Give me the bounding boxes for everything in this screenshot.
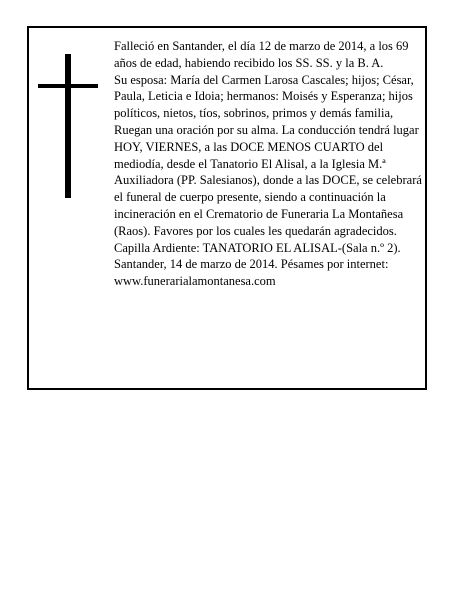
family-list: Su esposa: María del Carmen Larosa Cascales; hijos; César, Paula, Leticia e Idoia; hermanos: Moisés y Esperanza; hijos políticos, nietos, tíos, sobrinos, primos y demás familia, [114, 72, 414, 121]
date-and-condolences: Santander, 14 de marzo de 2014. Pésames por internet: www.funerarialamontanesa.com [114, 257, 389, 289]
cross-horizontal-bar [38, 84, 98, 88]
death-announcement: Falleció en Santander, el día 12 de marzo de 2014, a los 69 años de edad, habiendo recibido los SS. SS. y la B. A. [114, 39, 409, 70]
funeral-details: Ruegan una oración por su alma. La conducción tendrá lugar HOY, VIERNES, a las DOCE MENOS CUARTO del mediodía, desde el Tanatorio El Alisal, a la Iglesia M.ª Auxiliadora (PP. Salesianos), donde a las DOCE, se celebrará el funeral de cuerpo presente, siendo a continuación la incineración en el Crematorio de Funeraria La Montañesa (Raos). Favores por los cuales les quedarán agradecidos. Capilla Ardiente: TANATORIO EL ALISAL-(Sala n.º 2). [114, 122, 422, 255]
cross-vertical-bar [65, 54, 71, 198]
obituary-text [114, 38, 422, 290]
cross-icon [38, 54, 98, 198]
